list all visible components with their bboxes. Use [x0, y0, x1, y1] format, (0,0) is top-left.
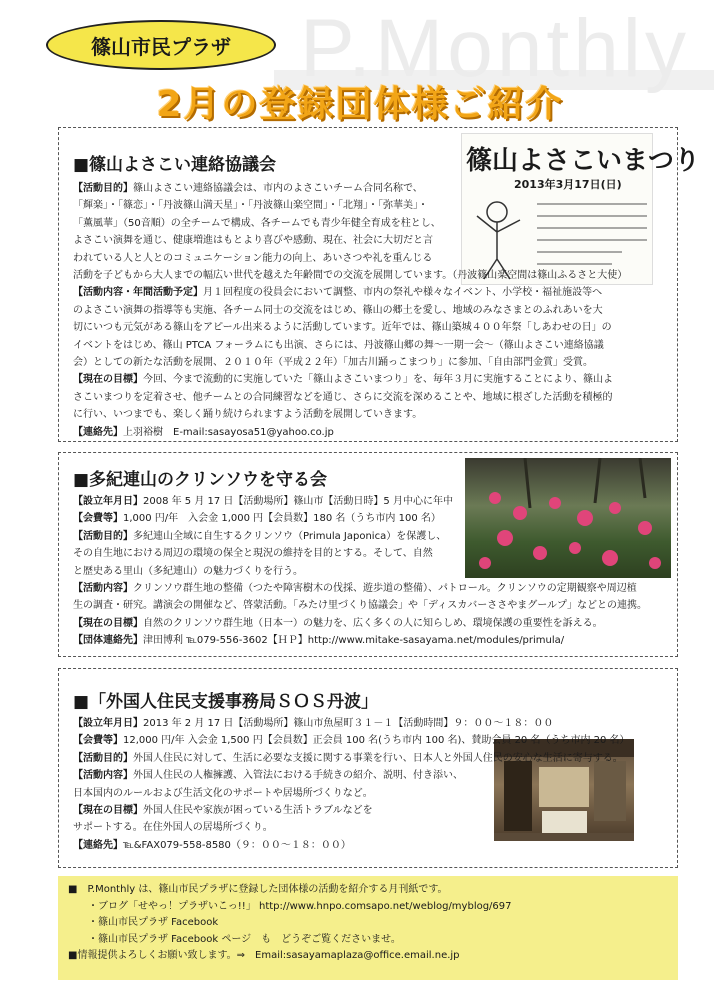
flower-field-image — [465, 458, 671, 578]
paragraph-line — [73, 319, 612, 336]
paragraph-line — [73, 563, 303, 580]
field-text: 2013 年 2 月 17 日【活動場所】篠山市魚屋町３１－１【活動時間】９：００～１８：００ — [143, 718, 554, 729]
paragraph-line — [73, 371, 613, 388]
field-text: 津田博利 ℡079-556-3602【ＨＰ】http://www.mitake-sasayama.net/modules/primula/ — [143, 635, 565, 647]
field-label: 【設立年月日】 — [73, 718, 143, 729]
paragraph-line — [73, 337, 604, 354]
field-text: 活動を子どもから大人までの幅広い世代を越えた年齢間での交流を展開しています。（丹波篠山楽空間は篠山ふるさと大使） — [73, 270, 628, 281]
field-text: その自生地における周辺の環境の保全と現況の維持を目的とする。そして、自然 — [73, 548, 433, 560]
section-yosakoi — [58, 127, 701, 442]
field-text: 自然のクリンソウ群生地（日本一）の魅力を、広く多くの人に知らしめ、環境保護の重要性を訴える。 — [143, 617, 603, 629]
paragraph-line — [73, 424, 334, 441]
field-label: 【現在の目標】 — [73, 617, 143, 629]
field-text: 「輝楽」・「篠恋」・「丹波篠山満天星」・「丹波篠山楽空間」・「北翔」・「弥華美」・ — [73, 200, 428, 212]
paragraph-line — [73, 510, 441, 527]
field-text: クリンソウ群生地の整備（つたや障害樹木の伐採、遊歩道の整備）、パトロール。クリンソウの定期観察や周辺植 — [133, 583, 637, 594]
field-text: 外国人住民に対して、生活に必要な支援に関する事業を行い、日本人と外国人住民の安心な生活に寄与する。 — [133, 752, 623, 764]
field-text: に行い、いつまでも、楽しく踊り続けられますよう活動を展開していきます。 — [73, 409, 423, 421]
field-label: 【活動目的】 — [73, 183, 133, 194]
field-label: 【連絡先】 — [73, 426, 123, 438]
field-text: 多紀連山全域に自生するクリンソウ（Primula Japonica）を保護し、 — [133, 530, 447, 542]
paragraph-line — [73, 302, 603, 319]
paragraph-line — [73, 197, 428, 214]
field-text: 生の調査・研究。講演会の開催など、啓蒙活動。「みたけ里づくり協議会」や「ディスカバーささやまグールプ」などとの連携。 — [73, 600, 647, 612]
field-text: 12,000 円/年 入会金 1,500 円【会員数】正会員 100 名(うち市内 100 名)、賛助会員 20 名（うち市内 20 名） — [123, 735, 630, 747]
field-text: われている人と人とのコミュニケーション能力の向上、あいさつや礼を重んじる — [73, 252, 433, 264]
field-text: ℡&FAX079-558-8580（９：００～１８：００） — [123, 839, 351, 851]
masthead-watermark: P.Monthly — [300, 3, 691, 94]
section-title: ■篠山よさこい連絡協議会 — [73, 155, 277, 175]
paragraph-line — [73, 250, 432, 267]
field-text: 1,000 円/年 入会金 1,000 円【会員数】180 名（うち市内 100 名） — [123, 513, 441, 525]
field-text: 2008 年 5 月 17 日【活動場所】篠山市【活動日時】5 月中心に年中 — [143, 496, 453, 507]
field-label: 【現在の目標】 — [73, 374, 143, 386]
primrose-photo — [465, 458, 671, 578]
paragraph-line — [73, 597, 647, 614]
field-text: 会）としての新たな活動を展開、２０１０年（平成２２年）「加古川踊っこまつり」に参加、「自由部門金賞」受賞。 — [73, 357, 593, 368]
paragraph-line — [73, 545, 433, 562]
paragraph-line — [73, 580, 637, 597]
paragraph-line — [73, 715, 553, 732]
paragraph-line — [73, 284, 602, 301]
paragraph-line — [73, 215, 441, 232]
field-label: 【会費等】 — [73, 513, 123, 525]
page-title: 2月の登録団体様ご紹介 — [156, 84, 564, 125]
field-text: さこいまつりを定着させ、他チームとの合同練習などを通じ、さらに交流を深めることや、地域に根ざした活動を積極的 — [73, 391, 613, 403]
field-text: 外国人住民の人権擁護、入管法における手続きの紹介、説明、付き添い、 — [133, 770, 463, 782]
field-text: サポートする。在住外国人の居場所づくり。 — [73, 822, 273, 834]
paragraph-line — [73, 785, 373, 802]
paragraph-line — [73, 632, 564, 649]
poster-date: 2013年3月17日(日) — [514, 178, 622, 191]
field-label: 【会費等】 — [73, 735, 123, 747]
paragraph-line — [73, 232, 433, 249]
paragraph-line — [73, 267, 627, 284]
organization-badge: 篠山市民プラザ — [46, 20, 276, 70]
field-label: 【連絡先】 — [73, 839, 123, 851]
field-text: 日本国内のルールおよび生活文化のサポートや居場所づくりなど。 — [73, 787, 373, 799]
dancer-illustration — [462, 134, 652, 284]
footer-facebook: ・篠山市民プラザ Facebook — [68, 917, 219, 928]
paragraph-line — [73, 802, 373, 819]
field-label: 【活動目的】 — [73, 530, 133, 542]
paragraph-line — [73, 767, 463, 784]
paragraph-line — [73, 615, 603, 632]
paragraph-line — [73, 406, 422, 423]
footer-blog-link[interactable]: ・ブログ「せやっ！プラザいこっ!!」 http://www.hnpo.comsapo.net/weblog/myblog/697 — [68, 900, 512, 912]
newsletter-footer — [58, 876, 678, 980]
paragraph-line — [73, 750, 623, 767]
field-text: よさこい演舞を通じ、健康増進はもとより喜びや感動、現在、社会に大切だと言 — [73, 235, 433, 247]
field-label: 【活動目的】 — [73, 752, 133, 764]
poster-title: 篠山よさこいまつり — [466, 146, 701, 176]
paragraph-line — [73, 389, 613, 406]
paragraph-line — [73, 354, 593, 371]
field-label: 【設立年月日】 — [73, 496, 143, 507]
paragraph-line — [73, 493, 453, 510]
field-label: 【活動内容・年間活動予定】 — [73, 287, 203, 299]
festival-poster-image — [461, 133, 701, 285]
paragraph-line — [73, 180, 423, 197]
field-label: 【活動内容】 — [73, 583, 133, 594]
footer-email[interactable]: ■情報提供よろしくお願い致します。⇒ Email:sasayamaplaza@office.email.ne.jp — [68, 950, 460, 961]
section-title: ■「外国人住民支援事務局ＳＯＳ丹波」 — [73, 692, 379, 712]
field-label: 【活動内容】 — [73, 770, 133, 782]
paragraph-line — [73, 528, 446, 545]
paragraph-line — [73, 837, 351, 854]
field-text: 今回、今まで流動的に実施していた「篠山よさこいまつり」を、毎年３月に実施することにより、篠山よ — [143, 374, 613, 386]
field-text: イベントをはじめ、篠山 PTCA フォーラムにも出演、さらには、丹波篠山郷の舞～一期一会～（篠山よさこい連絡協議 — [73, 339, 604, 351]
section-title: ■多紀連山のクリンソウを守る会 — [73, 470, 328, 490]
field-text: 上羽裕樹 E-mail:sasayosa51@yahoo.co.jp — [123, 426, 334, 438]
field-text: のよさこい演舞の指導等も実施、各チーム同士の交流をはじめ、篠山の郷土を愛し、地域のみなさまとのふれあいを大 — [73, 304, 603, 316]
paragraph-line — [73, 732, 630, 749]
field-text: 月１回程度の役員会において調整、市内の祭礼や様々なイベント、小学校・福祉施設等へ — [203, 287, 603, 299]
footer-facebook-page: ・篠山市民プラザ Facebook ページ も どうぞご覧くださいませ。 — [68, 933, 401, 945]
field-text: 切にいつも元気がある篠山をアピール出来るように活動しています。近年では、篠山築城４００年祭「しあわせの日」の — [73, 322, 612, 334]
field-text: 篠山よさこい連絡協議会は、市内のよさこいチーム合同名称で、 — [133, 183, 423, 194]
footer-line: ■ P.Monthly は、篠山市民プラザに登録した団体様の活動を紹介する月刊紙です。 — [68, 884, 448, 895]
paragraph-line — [73, 819, 273, 836]
field-text: 外国人住民や家族が困っている生活トラブルなどを — [143, 805, 373, 816]
field-label: 【現在の目標】 — [73, 805, 143, 816]
field-text: 「薫風華」（50音順）の全チームで構成、各チームでも青少年健全育成を柱とし、 — [73, 217, 441, 229]
section-kurinsou — [58, 452, 678, 657]
field-text: と歴史ある里山（多紀連山）の魅力づくりを行う。 — [73, 565, 303, 577]
section-sos-tanba — [58, 668, 678, 868]
field-label: 【団体連絡先】 — [73, 635, 143, 647]
